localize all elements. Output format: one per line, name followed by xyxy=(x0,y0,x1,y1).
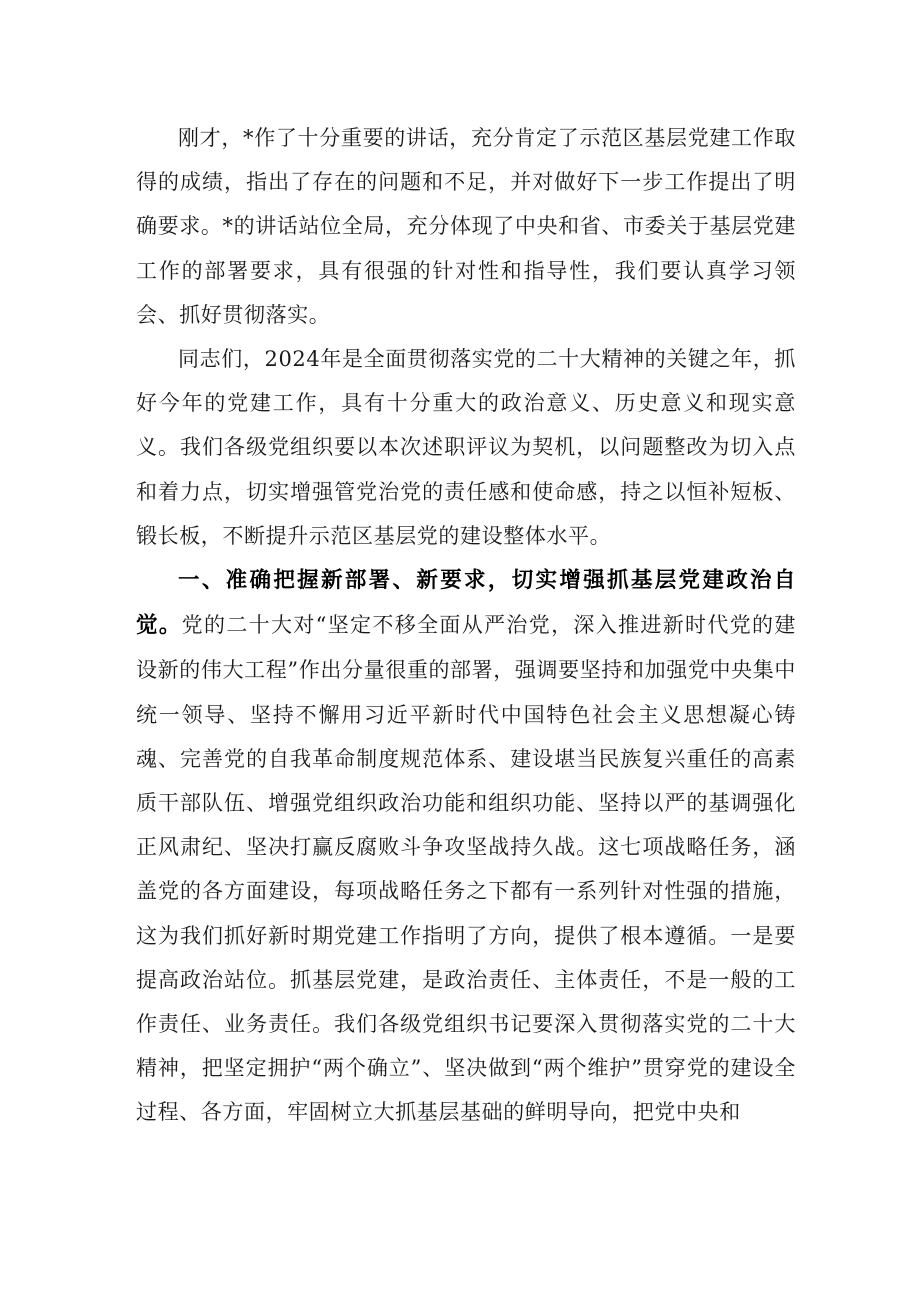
section-body-text: 党的二十大对“坚定不移全面从严治党，深入推进新时代党的建设新的伟大工程”作出分量很重的部署，强调要坚持和加强党中央集中统一领导、坚持不懈用习近平新时代中国特色社会主义思想凝心铸魂、完善党的自我革命制度规范体系、建设堪当民族复兴重任的高素质干部队伍、增强党组织政治功能和组织功能、坚持以严的基调强化正风肃纪、坚决打赢反腐败斗争攻坚战持久战。这七项战略任务，涵盖党的各方面建设，每项战略任务之下都有一系列针对性强的措施，这为我们抓好新时期党建工作指明了方向，提供了根本遵循。一是要提高政治站位。抓基层党建，是政治责任、主体责任，不是一般的工作责任、业务责任。我们各级党组织书记要深入贯彻落实党的二十大精神，把坚定拥护“两个确立”、坚决做到“两个维护”贯穿党的建设全过程、各方面，牢固树立大抓基层基础的鲜明导向，把党中央和 xyxy=(136,613,796,1125)
section-heading: 一、准确把握新部署、新要求，切实增强抓基层党建政治自觉。 xyxy=(136,568,796,639)
paragraph-comrades: 同志们，2024年是全面贯彻落实党的二十大精神的关键之年，抓好今年的党建工作，具有十分重大的政治意义、历史意义和现实意义。我们各级党组织要以本次述职评议为契机，以问题整改为切入点和着力点，切实增强管党治党的责任感和使命感，持之以恒补短板、锻长板，不断提升示范区基层党的建设整体水平。 xyxy=(136,347,796,548)
paragraph-section-one xyxy=(136,558,796,1135)
paragraph-opening: 刚才，*作了十分重要的讲话，充分肯定了示范区基层党建工作取得的成绩，指出了存在的问题和不足，并对做好下一步工作提出了明确要求。*的讲话站位全局，充分体现了中央和省、市委关于基层党建工作的部署要求，具有很强的针对性和指导性，我们要认真学习领会、抓好贯彻落实。 xyxy=(136,126,796,327)
document-body xyxy=(136,116,796,1135)
